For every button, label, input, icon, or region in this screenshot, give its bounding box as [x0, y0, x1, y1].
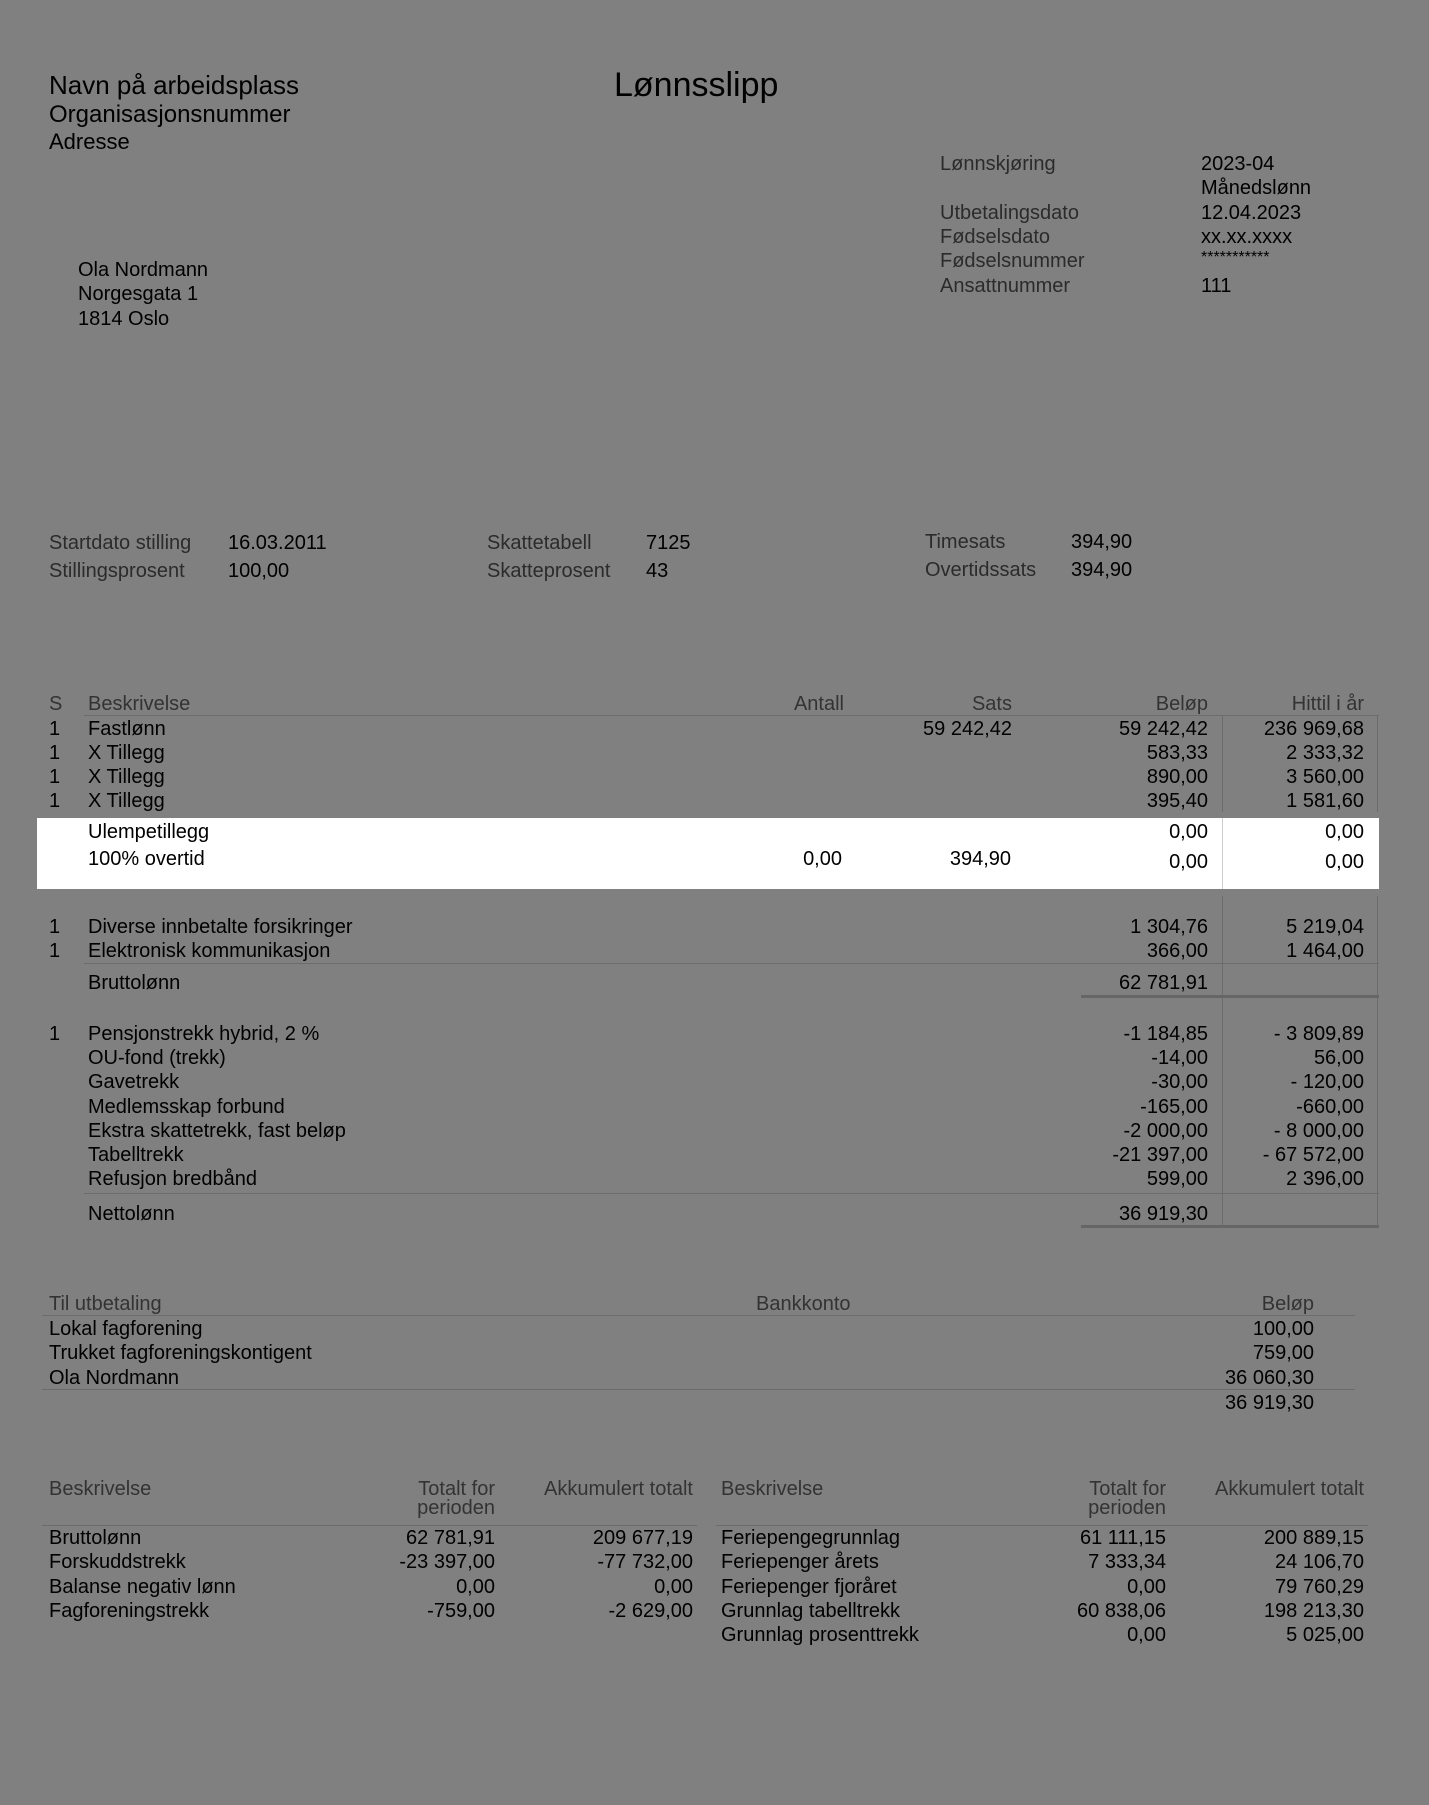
- row-description: Fastlønn: [88, 718, 166, 740]
- row-ytd: 1 464,00: [1286, 940, 1364, 962]
- col-header-accumulated: Akkumulert totalt: [544, 1478, 693, 1500]
- row-description: Diverse innbetalte forsikringer: [88, 916, 353, 938]
- info-value: 12.04.2023: [1201, 202, 1302, 224]
- deduction-description: Tabelltrekk: [88, 1144, 184, 1166]
- payout-amount: 100,00: [1252, 1318, 1314, 1340]
- row-ytd: 0,00: [1325, 851, 1364, 873]
- row-amount: 583,33: [1146, 742, 1208, 764]
- col-header-amount: Beløp: [1155, 693, 1208, 715]
- row-description: X Tillegg: [88, 790, 165, 812]
- col-header-description: Beskrivelse: [49, 1478, 152, 1500]
- row-ytd: 3 560,00: [1286, 766, 1364, 788]
- col-header-s: S: [49, 693, 63, 715]
- deduction-s: 1: [49, 1023, 61, 1045]
- row-description: Ulempetillegg: [88, 821, 210, 843]
- deduction-amount: -21 397,00: [1112, 1144, 1208, 1166]
- info-label: Lønnskjøring: [940, 153, 1056, 175]
- param-label: Skatteprosent: [487, 560, 611, 582]
- deduction-description: Medlemsskap forbund: [88, 1096, 285, 1118]
- row-s: 1: [49, 766, 61, 788]
- employer-org-number: Organisasjonsnummer: [49, 101, 291, 128]
- deduction-ytd: - 8 000,00: [1273, 1120, 1364, 1142]
- row-ytd: 2 333,32: [1286, 742, 1364, 764]
- summary-description: Fagforeningstrekk: [49, 1600, 210, 1622]
- employer-address: Adresse: [49, 129, 130, 154]
- row-s: 1: [49, 742, 61, 764]
- column-divider: [1377, 896, 1378, 996]
- deduction-amount: 599,00: [1146, 1168, 1208, 1190]
- employee-street: Norgesgata 1: [78, 283, 199, 305]
- table-header-line: [716, 1525, 1368, 1526]
- payout-total: 36 919,30: [1225, 1392, 1314, 1414]
- table-header-line: [42, 1315, 1355, 1316]
- param-label: Stillingsprosent: [49, 560, 185, 582]
- summary-accumulated: -2 629,00: [608, 1600, 693, 1622]
- total-line: [1081, 995, 1379, 998]
- deduction-amount: -1 184,85: [1123, 1023, 1208, 1045]
- param-label: Overtidssats: [925, 559, 1037, 581]
- summary-description: Bruttolønn: [49, 1527, 142, 1549]
- summary-description: Grunnlag prosenttrekk: [721, 1624, 919, 1646]
- row-amount: 0,00: [1169, 851, 1208, 873]
- col-header-period: perioden: [417, 1497, 495, 1519]
- row-description: X Tillegg: [88, 742, 165, 764]
- deduction-ytd: - 120,00: [1290, 1071, 1364, 1093]
- summary-accumulated: 0,00: [654, 1576, 693, 1598]
- row-amount: 59 242,42: [1119, 718, 1208, 740]
- deduction-amount: -2 000,00: [1123, 1120, 1208, 1142]
- summary-description: Feriepengegrunnlag: [721, 1527, 901, 1549]
- row-rate: 59 242,42: [923, 718, 1012, 740]
- column-divider: [1377, 998, 1378, 1226]
- row-s: 1: [49, 916, 61, 938]
- summary-accumulated: 209 677,19: [592, 1527, 693, 1549]
- deduction-amount: -30,00: [1151, 1071, 1208, 1093]
- deduction-ytd: - 67 572,00: [1262, 1144, 1364, 1166]
- summary-accumulated: -77 732,00: [597, 1551, 693, 1573]
- row-s: 1: [49, 790, 61, 812]
- row-ytd: 236 969,68: [1263, 718, 1364, 740]
- deduction-ytd: -660,00: [1296, 1096, 1364, 1118]
- info-value: ***********: [1201, 249, 1270, 266]
- param-label: Startdato stilling: [49, 532, 192, 554]
- summary-period: -23 397,00: [399, 1551, 495, 1573]
- summary-period: 62 781,91: [406, 1527, 495, 1549]
- row-line: [42, 1389, 1355, 1390]
- col-header-rate: Sats: [971, 693, 1012, 715]
- col-header-accumulated: Akkumulert totalt: [1215, 1478, 1364, 1500]
- summary-period: 7 333,34: [1088, 1551, 1166, 1573]
- deduction-amount: -165,00: [1140, 1096, 1208, 1118]
- row-line: [84, 1193, 1379, 1194]
- deduction-description: Gavetrekk: [88, 1071, 180, 1093]
- page-title: Lønnsslipp: [614, 66, 779, 104]
- payout-amount: 36 060,30: [1225, 1367, 1314, 1389]
- summary-accumulated: 198 213,30: [1263, 1600, 1364, 1622]
- summary-description: Feriepenger årets: [721, 1551, 879, 1573]
- row-amount: 0,00: [1169, 821, 1208, 843]
- summary-description: Grunnlag tabelltrekk: [721, 1600, 900, 1622]
- deduction-ytd: - 3 809,89: [1273, 1023, 1364, 1045]
- gross-label: Bruttolønn: [88, 972, 181, 994]
- summary-period: -759,00: [427, 1600, 495, 1622]
- param-value: 43: [646, 560, 669, 582]
- summary-accumulated: 79 760,29: [1275, 1576, 1364, 1598]
- info-value: 111: [1201, 275, 1232, 297]
- row-amount: 366,00: [1146, 940, 1208, 962]
- row-description: 100% overtid: [88, 848, 205, 870]
- deduction-description: Refusjon bredbånd: [88, 1168, 258, 1190]
- param-value: 394,90: [1071, 531, 1133, 553]
- payout-name: Trukket fagforeningskontigent: [49, 1342, 312, 1364]
- deduction-ytd: 56,00: [1313, 1047, 1364, 1069]
- col-header-amount: Beløp: [1261, 1293, 1314, 1315]
- deduction-description: Pensjonstrekk hybrid, 2 %: [88, 1023, 320, 1045]
- summary-period: 0,00: [456, 1576, 495, 1598]
- column-divider: [1377, 716, 1378, 812]
- row-description: X Tillegg: [88, 766, 165, 788]
- col-header-ytd: Hittil i år: [1291, 693, 1364, 715]
- summary-period: 0,00: [1127, 1624, 1166, 1646]
- param-value: 100,00: [228, 560, 290, 582]
- row-ytd: 1 581,60: [1286, 790, 1364, 812]
- employee-name: Ola Nordmann: [78, 259, 209, 281]
- row-line: [84, 963, 1379, 964]
- col-header-description: Beskrivelse: [721, 1478, 824, 1500]
- gross-value: 62 781,91: [1119, 972, 1208, 994]
- deduction-amount: -14,00: [1151, 1047, 1208, 1069]
- info-value: Månedslønn: [1201, 177, 1312, 199]
- col-header-payout: Til utbetaling: [49, 1293, 162, 1315]
- row-amount: 890,00: [1146, 766, 1208, 788]
- deduction-description: Ekstra skattetrekk, fast beløp: [88, 1120, 346, 1142]
- col-header-quantity: Antall: [793, 693, 844, 715]
- row-description: Elektronisk kommunikasjon: [88, 940, 331, 962]
- info-value: xx.xx.xxxx: [1201, 226, 1293, 248]
- net-label: Nettolønn: [88, 1203, 175, 1225]
- col-header-bank-account: Bankkonto: [756, 1293, 851, 1315]
- param-value: 394,90: [1071, 559, 1133, 581]
- param-label: Skattetabell: [487, 532, 592, 554]
- employer-name: Navn på arbeidsplass: [49, 70, 300, 100]
- payout-amount: 759,00: [1252, 1342, 1314, 1364]
- info-label: Ansattnummer: [940, 275, 1071, 297]
- row-rate: 394,90: [949, 848, 1011, 870]
- employee-city: 1814 Oslo: [78, 308, 170, 330]
- summary-period: 60 838,06: [1077, 1600, 1166, 1622]
- payout-name: Ola Nordmann: [49, 1367, 180, 1389]
- summary-accumulated: 200 889,15: [1263, 1527, 1364, 1549]
- info-value: 2023-04: [1201, 153, 1275, 175]
- row-quantity: 0,00: [803, 848, 842, 870]
- col-header-period: perioden: [1088, 1497, 1166, 1519]
- row-s: 1: [49, 718, 61, 740]
- info-label: Fødselsdato: [940, 226, 1051, 248]
- row-amount: 1 304,76: [1130, 916, 1208, 938]
- summary-description: Forskuddstrekk: [49, 1551, 186, 1573]
- param-value: 16.03.2011: [228, 532, 327, 554]
- row-s: 1: [49, 940, 61, 962]
- info-label: Utbetalingsdato: [940, 202, 1079, 224]
- row-ytd: 0,00: [1325, 821, 1364, 843]
- summary-period: 61 111,15: [1079, 1527, 1166, 1549]
- summary-accumulated: 24 106,70: [1275, 1551, 1364, 1573]
- payout-name: Lokal fagforening: [49, 1318, 203, 1340]
- deduction-ytd: 2 396,00: [1286, 1168, 1364, 1190]
- row-ytd: 5 219,04: [1286, 916, 1364, 938]
- summary-accumulated: 5 025,00: [1286, 1624, 1364, 1646]
- summary-period: 0,00: [1127, 1576, 1166, 1598]
- row-amount: 395,40: [1146, 790, 1208, 812]
- param-label: Timesats: [925, 531, 1006, 553]
- deduction-description: OU-fond (trekk): [88, 1047, 226, 1069]
- summary-description: Balanse negativ lønn: [49, 1576, 236, 1598]
- col-header-description: Beskrivelse: [88, 693, 191, 715]
- col-header-period: Totalt for: [1089, 1478, 1166, 1500]
- col-header-period: Totalt for: [418, 1478, 495, 1500]
- net-value: 36 919,30: [1119, 1203, 1208, 1225]
- summary-description: Feriepenger fjoråret: [721, 1576, 897, 1598]
- param-value: 7125: [646, 532, 691, 554]
- info-label: Fødselsnummer: [940, 250, 1085, 272]
- table-header-line: [42, 1525, 697, 1526]
